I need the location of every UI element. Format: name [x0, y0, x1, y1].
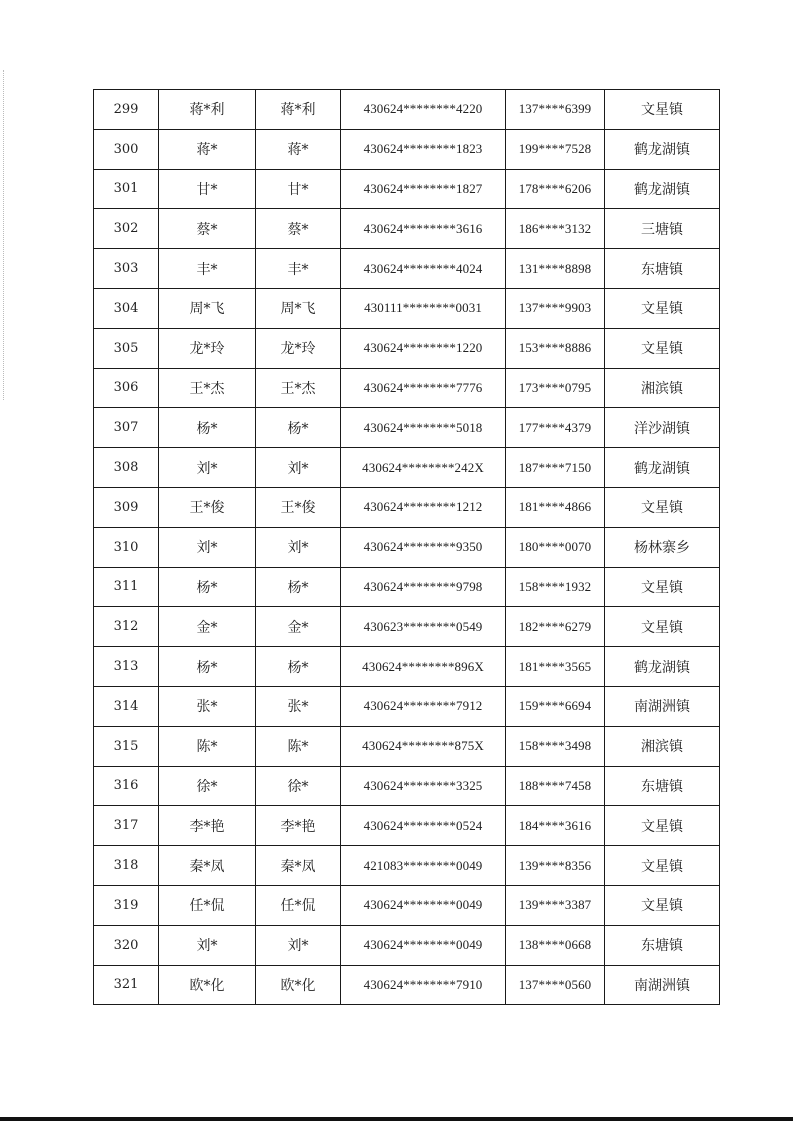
row-number-cell: 318 — [94, 846, 159, 886]
table-row — [94, 885, 720, 925]
phone-number-cell: 159****6694 — [506, 686, 605, 726]
id-number-cell: 430624********7912 — [341, 686, 506, 726]
row-number-cell: 312 — [94, 607, 159, 647]
applicant-name-cell: 杨* — [159, 647, 256, 687]
town-cell: 湘滨镇 — [605, 726, 720, 766]
town-cell: 鹤龙湖镇 — [605, 647, 720, 687]
town-cell: 杨林寨乡 — [605, 527, 720, 567]
holder-name-cell: 李*艳 — [256, 806, 341, 846]
applicant-name-cell: 金* — [159, 607, 256, 647]
phone-number-cell: 158****3498 — [506, 726, 605, 766]
town-cell: 鹤龙湖镇 — [605, 448, 720, 488]
id-number-cell: 430624********9798 — [341, 567, 506, 607]
holder-name-cell: 蒋*利 — [256, 90, 341, 130]
id-number-cell: 430624********1827 — [341, 169, 506, 209]
scan-edge-marks — [3, 70, 6, 400]
phone-number-cell: 187****7150 — [506, 448, 605, 488]
town-cell: 文星镇 — [605, 487, 720, 527]
id-number-cell: 430624********3325 — [341, 766, 506, 806]
row-number-cell: 303 — [94, 249, 159, 289]
applicant-name-cell: 甘* — [159, 169, 256, 209]
town-cell: 东塘镇 — [605, 249, 720, 289]
id-number-cell: 430624********0049 — [341, 925, 506, 965]
applicant-name-cell: 刘* — [159, 527, 256, 567]
holder-name-cell: 秦*凤 — [256, 846, 341, 886]
table-row — [94, 567, 720, 607]
town-cell: 三塘镇 — [605, 209, 720, 249]
id-number-cell: 430624********0049 — [341, 885, 506, 925]
table-row — [94, 209, 720, 249]
table-row — [94, 448, 720, 488]
holder-name-cell: 刘* — [256, 527, 341, 567]
applicant-name-cell: 杨* — [159, 408, 256, 448]
phone-number-cell: 181****4866 — [506, 487, 605, 527]
row-number-cell: 305 — [94, 328, 159, 368]
id-number-cell: 430624********896X — [341, 647, 506, 687]
row-number-cell: 304 — [94, 288, 159, 328]
holder-name-cell: 王*俊 — [256, 487, 341, 527]
applicant-name-cell: 张* — [159, 686, 256, 726]
id-number-cell: 430623********0549 — [341, 607, 506, 647]
row-number-cell: 306 — [94, 368, 159, 408]
holder-name-cell: 张* — [256, 686, 341, 726]
applicant-name-cell: 任*侃 — [159, 885, 256, 925]
holder-name-cell: 徐* — [256, 766, 341, 806]
holder-name-cell: 王*杰 — [256, 368, 341, 408]
phone-number-cell: 180****0070 — [506, 527, 605, 567]
town-cell: 文星镇 — [605, 288, 720, 328]
table-row — [94, 368, 720, 408]
town-cell: 文星镇 — [605, 328, 720, 368]
row-number-cell: 308 — [94, 448, 159, 488]
holder-name-cell: 陈* — [256, 726, 341, 766]
row-number-cell: 302 — [94, 209, 159, 249]
applicant-name-cell: 蒋*利 — [159, 90, 256, 130]
id-number-cell: 430111********0031 — [341, 288, 506, 328]
applicant-name-cell: 李*艳 — [159, 806, 256, 846]
phone-number-cell: 139****3387 — [506, 885, 605, 925]
row-number-cell: 309 — [94, 487, 159, 527]
table-row — [94, 846, 720, 886]
phone-number-cell: 186****3132 — [506, 209, 605, 249]
town-cell: 文星镇 — [605, 846, 720, 886]
record-table-body — [94, 90, 720, 1005]
holder-name-cell: 周*飞 — [256, 288, 341, 328]
town-cell: 文星镇 — [605, 90, 720, 130]
town-cell: 东塘镇 — [605, 925, 720, 965]
id-number-cell: 430624********1212 — [341, 487, 506, 527]
row-number-cell: 314 — [94, 686, 159, 726]
table-row — [94, 647, 720, 687]
applicant-name-cell: 丰* — [159, 249, 256, 289]
holder-name-cell: 龙*玲 — [256, 328, 341, 368]
id-number-cell: 430624********1823 — [341, 129, 506, 169]
record-table — [93, 89, 720, 1005]
id-number-cell: 430624********9350 — [341, 527, 506, 567]
applicant-name-cell: 刘* — [159, 448, 256, 488]
record-table-container — [93, 89, 720, 1005]
applicant-name-cell: 蒋* — [159, 129, 256, 169]
town-cell: 文星镇 — [605, 885, 720, 925]
id-number-cell: 430624********0524 — [341, 806, 506, 846]
phone-number-cell: 199****7528 — [506, 129, 605, 169]
phone-number-cell: 182****6279 — [506, 607, 605, 647]
row-number-cell: 320 — [94, 925, 159, 965]
id-number-cell: 430624********4220 — [341, 90, 506, 130]
applicant-name-cell: 刘* — [159, 925, 256, 965]
table-row — [94, 129, 720, 169]
town-cell: 湘滨镇 — [605, 368, 720, 408]
applicant-name-cell: 王*杰 — [159, 368, 256, 408]
phone-number-cell: 158****1932 — [506, 567, 605, 607]
table-row — [94, 607, 720, 647]
table-row — [94, 169, 720, 209]
holder-name-cell: 丰* — [256, 249, 341, 289]
applicant-name-cell: 王*俊 — [159, 487, 256, 527]
applicant-name-cell: 秦*凤 — [159, 846, 256, 886]
phone-number-cell: 188****7458 — [506, 766, 605, 806]
table-row — [94, 686, 720, 726]
holder-name-cell: 任*侃 — [256, 885, 341, 925]
table-row — [94, 288, 720, 328]
id-number-cell: 430624********875X — [341, 726, 506, 766]
phone-number-cell: 178****6206 — [506, 169, 605, 209]
row-number-cell: 300 — [94, 129, 159, 169]
phone-number-cell: 184****3616 — [506, 806, 605, 846]
table-row — [94, 249, 720, 289]
id-number-cell: 430624********3616 — [341, 209, 506, 249]
town-cell: 南湖洲镇 — [605, 965, 720, 1005]
table-row — [94, 527, 720, 567]
table-row — [94, 806, 720, 846]
id-number-cell: 430624********5018 — [341, 408, 506, 448]
phone-number-cell: 137****0560 — [506, 965, 605, 1005]
applicant-name-cell: 周*飞 — [159, 288, 256, 328]
id-number-cell: 430624********4024 — [341, 249, 506, 289]
row-number-cell: 321 — [94, 965, 159, 1005]
town-cell: 洋沙湖镇 — [605, 408, 720, 448]
town-cell: 鹤龙湖镇 — [605, 129, 720, 169]
holder-name-cell: 金* — [256, 607, 341, 647]
phone-number-cell: 153****8886 — [506, 328, 605, 368]
table-row — [94, 726, 720, 766]
town-cell: 鹤龙湖镇 — [605, 169, 720, 209]
holder-name-cell: 蔡* — [256, 209, 341, 249]
phone-number-cell: 181****3565 — [506, 647, 605, 687]
phone-number-cell: 137****6399 — [506, 90, 605, 130]
row-number-cell: 319 — [94, 885, 159, 925]
phone-number-cell: 137****9903 — [506, 288, 605, 328]
row-number-cell: 317 — [94, 806, 159, 846]
row-number-cell: 301 — [94, 169, 159, 209]
holder-name-cell: 欧*化 — [256, 965, 341, 1005]
row-number-cell: 307 — [94, 408, 159, 448]
applicant-name-cell: 龙*玲 — [159, 328, 256, 368]
phone-number-cell: 139****8356 — [506, 846, 605, 886]
id-number-cell: 430624********7910 — [341, 965, 506, 1005]
id-number-cell: 430624********1220 — [341, 328, 506, 368]
table-row — [94, 408, 720, 448]
applicant-name-cell: 徐* — [159, 766, 256, 806]
table-row — [94, 90, 720, 130]
applicant-name-cell: 杨* — [159, 567, 256, 607]
town-cell: 东塘镇 — [605, 766, 720, 806]
row-number-cell: 313 — [94, 647, 159, 687]
holder-name-cell: 蒋* — [256, 129, 341, 169]
town-cell: 南湖洲镇 — [605, 686, 720, 726]
holder-name-cell: 杨* — [256, 567, 341, 607]
phone-number-cell: 177****4379 — [506, 408, 605, 448]
row-number-cell: 311 — [94, 567, 159, 607]
holder-name-cell: 刘* — [256, 925, 341, 965]
applicant-name-cell: 陈* — [159, 726, 256, 766]
page-bottom-rule — [0, 1117, 793, 1121]
town-cell: 文星镇 — [605, 806, 720, 846]
table-row — [94, 766, 720, 806]
table-row — [94, 487, 720, 527]
phone-number-cell: 131****8898 — [506, 249, 605, 289]
phone-number-cell: 173****0795 — [506, 368, 605, 408]
table-row — [94, 965, 720, 1005]
phone-number-cell: 138****0668 — [506, 925, 605, 965]
holder-name-cell: 杨* — [256, 647, 341, 687]
table-row — [94, 925, 720, 965]
holder-name-cell: 刘* — [256, 448, 341, 488]
row-number-cell: 299 — [94, 90, 159, 130]
table-row — [94, 328, 720, 368]
applicant-name-cell: 欧*化 — [159, 965, 256, 1005]
applicant-name-cell: 蔡* — [159, 209, 256, 249]
id-number-cell: 421083********0049 — [341, 846, 506, 886]
row-number-cell: 315 — [94, 726, 159, 766]
town-cell: 文星镇 — [605, 607, 720, 647]
town-cell: 文星镇 — [605, 567, 720, 607]
id-number-cell: 430624********242X — [341, 448, 506, 488]
row-number-cell: 310 — [94, 527, 159, 567]
holder-name-cell: 甘* — [256, 169, 341, 209]
id-number-cell: 430624********7776 — [341, 368, 506, 408]
holder-name-cell: 杨* — [256, 408, 341, 448]
row-number-cell: 316 — [94, 766, 159, 806]
